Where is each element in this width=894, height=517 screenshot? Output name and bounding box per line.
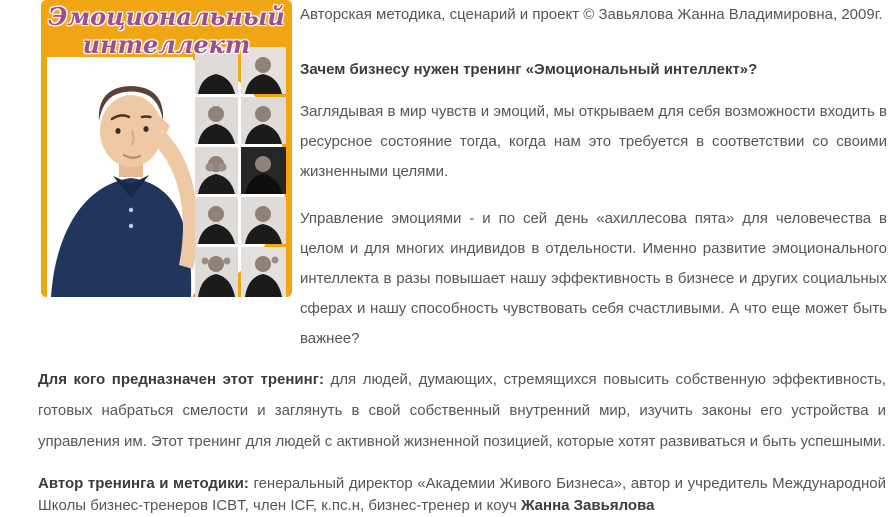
grid-tile bbox=[195, 97, 238, 144]
poster-title-line2: интеллект bbox=[82, 30, 251, 59]
bottom-section bbox=[38, 364, 886, 517]
article-text-column bbox=[300, 0, 887, 354]
poster-title bbox=[41, 0, 292, 59]
author-paragraph bbox=[38, 473, 886, 517]
copyright-line: Авторская методика, сценарий и проект © Завьялова Жанна Владимировна, 2009г. bbox=[300, 6, 883, 23]
grid-tile bbox=[241, 147, 286, 194]
grid-tile bbox=[195, 147, 238, 194]
poster-photo-illustration bbox=[47, 57, 286, 297]
author-name: Жанна Завьялова bbox=[520, 497, 655, 514]
section-heading: Зачем бизнесу нужен тренинг «Эмоциональный интеллект»? bbox=[300, 61, 758, 78]
paragraph-emotions-intro: Заглядывая в мир чувств и эмоций, мы открываем для себя возможности входить в ресурсное состояние тогда, когда нам это требуется в соответствии со своими жизненными целями. bbox=[300, 103, 887, 180]
poster-photo-circle bbox=[47, 57, 286, 297]
grid-tile bbox=[241, 247, 286, 297]
audience-paragraph bbox=[38, 364, 886, 457]
author-label: Автор тренинга и методики: bbox=[38, 475, 249, 492]
grid-tile bbox=[241, 97, 286, 144]
audience-text: для людей, думающих, стремящихся повысить собственную эффективность, готовых набраться смелости и заглянуть в свой собственный внутренний мир, изучить законы его устройства и управления им. Этот тренинг для людей с активной жизненной позицией, которые хотят развиваться и быть успешными. bbox=[38, 371, 886, 450]
paragraph-emotion-management: Управление эмоциями - и по сей день «ахиллесова пята» для человечества в целом и для многих индивидов в отдельности. Именно развитие эмоционального интеллекта в разы повышает нашу эффективность в бизнесе и других социальных сферах и нашу способность чувствовать себя счастливыми. А что еще может быть важнее? bbox=[300, 210, 887, 347]
grid-tile bbox=[195, 247, 238, 297]
training-poster bbox=[41, 0, 292, 297]
audience-label: Для кого предназначен этот тренинг: bbox=[38, 371, 324, 388]
grid-tile bbox=[241, 197, 286, 244]
man-pointing-at-temple-photo bbox=[47, 57, 197, 297]
grid-tile bbox=[195, 197, 238, 244]
poster-title-line1: Эмоциональный bbox=[48, 2, 285, 31]
expressions-photo-grid bbox=[195, 47, 286, 297]
author-text: генеральный директор «Академии Живого Бизнеса», автор и учредитель Международной Школы бизнес-тренеров ICBT, член ICF, к.пс.н, бизнес-тренер и коуч bbox=[38, 475, 886, 514]
